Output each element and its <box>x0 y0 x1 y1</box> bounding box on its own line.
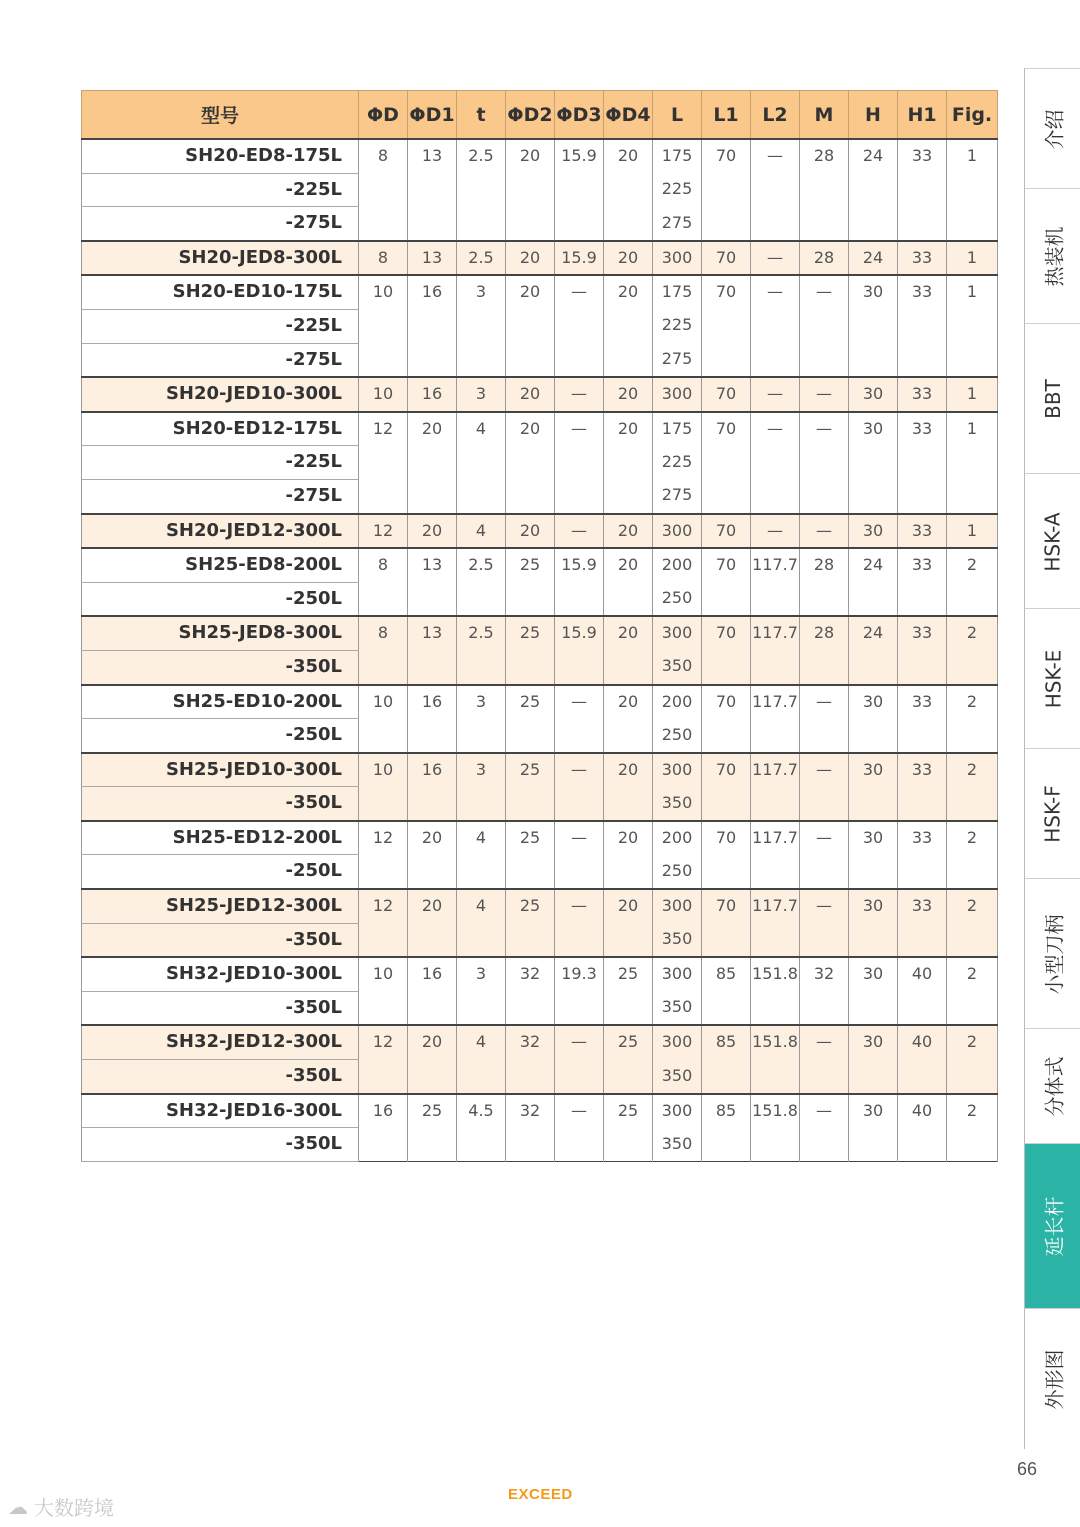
spec-cell: — <box>555 753 604 821</box>
spec-cell: 32 <box>506 957 555 1025</box>
length-cell: 300 <box>653 753 702 787</box>
model-cell: SH25-ED8-200L <box>82 548 359 582</box>
model-cell: SH20-JED10-300L <box>82 377 359 412</box>
table-row <box>82 957 998 991</box>
spec-cell: 25 <box>604 1025 653 1093</box>
column-header: ΦD <box>359 91 408 140</box>
spec-cell: 1 <box>947 412 998 514</box>
spec-cell: 4 <box>457 514 506 549</box>
length-cell: 225 <box>653 173 702 207</box>
spec-cell: 10 <box>359 957 408 1025</box>
spec-cell: 30 <box>849 1025 898 1093</box>
spec-cell: 2 <box>947 957 998 1025</box>
model-cell: SH25-JED12-300L <box>82 889 359 923</box>
watermark-text: 大数跨境 <box>34 1496 114 1520</box>
spec-cell: 70 <box>702 275 751 377</box>
table-row <box>82 241 998 276</box>
spec-cell: 70 <box>702 889 751 957</box>
spec-cell: — <box>751 514 800 549</box>
page-number: 66 <box>1017 1459 1038 1479</box>
spec-cell: 2 <box>947 821 998 889</box>
model-cell: SH20-JED8-300L <box>82 241 359 276</box>
length-cell: 200 <box>653 548 702 582</box>
column-header: ΦD4 <box>604 91 653 140</box>
spec-cell: — <box>800 685 849 753</box>
spec-cell: 20 <box>604 514 653 549</box>
column-header: 型号 <box>82 91 359 140</box>
spec-cell: 2 <box>947 753 998 821</box>
side-tab[interactable] <box>1024 323 1080 474</box>
model-cell: SH32-JED10-300L <box>82 957 359 991</box>
model-cell: SH20-JED12-300L <box>82 514 359 549</box>
spec-cell: 20 <box>408 412 457 514</box>
side-tab[interactable] <box>1024 1028 1080 1144</box>
spec-cell: 16 <box>408 957 457 1025</box>
spec-cell: 2 <box>947 685 998 753</box>
spec-cell: 24 <box>849 241 898 276</box>
length-cell: 175 <box>653 139 702 173</box>
spec-cell: 2.5 <box>457 616 506 684</box>
length-cell: 300 <box>653 616 702 650</box>
spec-cell: 85 <box>702 957 751 1025</box>
spec-cell: 20 <box>604 753 653 821</box>
spec-cell: 4 <box>457 821 506 889</box>
model-cell: -275L <box>82 479 359 513</box>
model-cell: -350L <box>82 1128 359 1162</box>
watermark-logo-icon: ☁ <box>8 1494 28 1519</box>
model-cell: -225L <box>82 173 359 207</box>
side-tab-bar <box>1024 68 1080 1448</box>
side-tab-label: 介绍 <box>1042 109 1067 149</box>
side-tab[interactable] <box>1024 473 1080 609</box>
length-cell: 250 <box>653 855 702 889</box>
spec-cell: 16 <box>408 275 457 377</box>
length-cell: 350 <box>653 923 702 957</box>
spec-cell: 1 <box>947 377 998 412</box>
spec-cell: 15.9 <box>555 548 604 616</box>
spec-cell: — <box>555 1094 604 1162</box>
spec-cell: 70 <box>702 241 751 276</box>
spec-cell: 2.5 <box>457 241 506 276</box>
length-cell: 200 <box>653 685 702 719</box>
side-tab-label: 小型刀柄 <box>1042 914 1067 994</box>
spec-cell: 30 <box>849 889 898 957</box>
spec-cell: 20 <box>408 1025 457 1093</box>
length-cell: 225 <box>653 309 702 343</box>
side-tab-label: HSK-E <box>1041 649 1066 709</box>
model-cell: SH32-JED16-300L <box>82 1094 359 1128</box>
spec-cell: 33 <box>898 548 947 616</box>
table-row <box>82 377 998 412</box>
spec-cell: 15.9 <box>555 139 604 241</box>
model-cell: -225L <box>82 309 359 343</box>
spec-cell: 2.5 <box>457 548 506 616</box>
spec-cell: — <box>800 412 849 514</box>
spec-cell: 117.7 <box>751 616 800 684</box>
side-tab-label: 分体式 <box>1042 1056 1067 1117</box>
spec-cell: 15.9 <box>555 241 604 276</box>
spec-cell: — <box>555 377 604 412</box>
spec-cell: 25 <box>604 957 653 1025</box>
spec-cell: 12 <box>359 821 408 889</box>
table-row <box>82 139 998 173</box>
spec-cell: 151.8 <box>751 1025 800 1093</box>
model-cell: -275L <box>82 343 359 377</box>
spec-cell: 25 <box>506 616 555 684</box>
spec-cell: 10 <box>359 685 408 753</box>
side-tab[interactable] <box>1024 188 1080 324</box>
spec-cell: 25 <box>604 1094 653 1162</box>
spec-cell: 10 <box>359 377 408 412</box>
table-row <box>82 412 998 446</box>
spec-cell: 8 <box>359 616 408 684</box>
spec-cell: 20 <box>506 275 555 377</box>
spec-cell: 16 <box>408 753 457 821</box>
spec-cell: 12 <box>359 889 408 957</box>
spec-cell: 85 <box>702 1094 751 1162</box>
spec-cell: — <box>555 275 604 377</box>
spec-cell: 30 <box>849 753 898 821</box>
spec-cell: 20 <box>604 275 653 377</box>
length-cell: 300 <box>653 377 702 412</box>
model-cell: SH25-JED10-300L <box>82 753 359 787</box>
spec-cell: 4.5 <box>457 1094 506 1162</box>
spec-cell: 33 <box>898 377 947 412</box>
spec-cell: 30 <box>849 412 898 514</box>
spec-cell: 12 <box>359 1025 408 1093</box>
model-cell: -350L <box>82 923 359 957</box>
spec-cell: 117.7 <box>751 548 800 616</box>
spec-cell: — <box>555 412 604 514</box>
spec-cell: 33 <box>898 753 947 821</box>
model-cell: -250L <box>82 719 359 753</box>
spec-cell: 13 <box>408 241 457 276</box>
spec-cell: — <box>800 377 849 412</box>
spec-cell: 19.3 <box>555 957 604 1025</box>
spec-cell: 10 <box>359 275 408 377</box>
spec-cell: 70 <box>702 514 751 549</box>
column-header: H <box>849 91 898 140</box>
spec-cell: 4 <box>457 889 506 957</box>
side-tab[interactable] <box>1024 748 1080 879</box>
model-cell: SH20-ED10-175L <box>82 275 359 309</box>
side-tab-label: 热装机 <box>1042 226 1067 287</box>
table-row <box>82 275 998 309</box>
model-cell: -350L <box>82 1060 359 1094</box>
spec-cell: — <box>751 241 800 276</box>
length-cell: 350 <box>653 787 702 821</box>
model-cell: -350L <box>82 991 359 1025</box>
model-cell: SH20-ED8-175L <box>82 139 359 173</box>
spec-cell: 30 <box>849 377 898 412</box>
table-row <box>82 548 998 582</box>
model-cell: -275L <box>82 207 359 241</box>
spec-cell: 20 <box>506 377 555 412</box>
length-cell: 300 <box>653 889 702 923</box>
spec-cell: 25 <box>506 889 555 957</box>
spec-cell: 25 <box>408 1094 457 1162</box>
spec-cell: 1 <box>947 139 998 241</box>
length-cell: 350 <box>653 650 702 684</box>
watermark <box>8 1492 114 1521</box>
spec-cell: 16 <box>408 685 457 753</box>
spec-cell: 33 <box>898 275 947 377</box>
spec-cell: 30 <box>849 514 898 549</box>
model-cell: SH32-JED12-300L <box>82 1025 359 1059</box>
spec-cell: 25 <box>506 753 555 821</box>
spec-table <box>81 90 998 1162</box>
length-cell: 200 <box>653 821 702 855</box>
spec-cell: 70 <box>702 753 751 821</box>
spec-cell: 20 <box>604 139 653 241</box>
spec-cell: 33 <box>898 685 947 753</box>
length-cell: 275 <box>653 207 702 241</box>
spec-cell: 117.7 <box>751 889 800 957</box>
spec-cell: 33 <box>898 241 947 276</box>
spec-cell: — <box>800 1025 849 1093</box>
spec-cell: 13 <box>408 548 457 616</box>
length-cell: 175 <box>653 412 702 446</box>
spec-cell: 28 <box>800 241 849 276</box>
spec-cell: 30 <box>849 1094 898 1162</box>
spec-cell: 1 <box>947 514 998 549</box>
length-cell: 300 <box>653 514 702 549</box>
spec-cell: 16 <box>359 1094 408 1162</box>
spec-cell: — <box>555 821 604 889</box>
spec-cell: 20 <box>506 514 555 549</box>
spec-cell: — <box>751 275 800 377</box>
spec-cell: 4 <box>457 1025 506 1093</box>
spec-cell: — <box>555 514 604 549</box>
spec-cell: 2 <box>947 1025 998 1093</box>
spec-cell: 70 <box>702 412 751 514</box>
length-cell: 225 <box>653 446 702 480</box>
spec-cell: 2 <box>947 889 998 957</box>
spec-cell: 20 <box>604 548 653 616</box>
spec-cell: 16 <box>408 377 457 412</box>
column-header: H1 <box>898 91 947 140</box>
spec-cell: 20 <box>604 685 653 753</box>
spec-cell: 40 <box>898 1094 947 1162</box>
column-header: L <box>653 91 702 140</box>
spec-cell: — <box>555 889 604 957</box>
spec-cell: 20 <box>408 514 457 549</box>
column-header: ΦD1 <box>408 91 457 140</box>
spec-table-container <box>81 90 997 1162</box>
spec-cell: — <box>800 889 849 957</box>
spec-cell: 8 <box>359 241 408 276</box>
spec-cell: 8 <box>359 548 408 616</box>
spec-cell: 25 <box>506 548 555 616</box>
spec-cell: 20 <box>604 377 653 412</box>
spec-cell: — <box>800 753 849 821</box>
spec-cell: 151.8 <box>751 1094 800 1162</box>
model-cell: SH25-JED8-300L <box>82 616 359 650</box>
table-row <box>82 514 998 549</box>
table-body <box>82 139 998 1161</box>
spec-cell: 30 <box>849 685 898 753</box>
length-cell: 175 <box>653 275 702 309</box>
spec-cell: 3 <box>457 957 506 1025</box>
side-tab[interactable] <box>1024 1308 1080 1449</box>
table-header-row <box>82 91 998 140</box>
spec-cell: 33 <box>898 616 947 684</box>
length-cell: 300 <box>653 241 702 276</box>
spec-cell: 70 <box>702 821 751 889</box>
spec-cell: 2.5 <box>457 139 506 241</box>
spec-cell: 70 <box>702 685 751 753</box>
spec-cell: 33 <box>898 821 947 889</box>
spec-cell: 8 <box>359 139 408 241</box>
spec-cell: 70 <box>702 616 751 684</box>
table-row <box>82 821 998 855</box>
side-tab[interactable] <box>1024 608 1080 749</box>
spec-cell: 40 <box>898 1025 947 1093</box>
spec-cell: 3 <box>457 753 506 821</box>
spec-cell: 30 <box>849 821 898 889</box>
table-row <box>82 753 998 787</box>
spec-cell: 13 <box>408 616 457 684</box>
spec-cell: — <box>751 139 800 241</box>
spec-cell: — <box>555 1025 604 1093</box>
side-tab[interactable] <box>1024 878 1080 1029</box>
column-header: ΦD3 <box>555 91 604 140</box>
spec-cell: 28 <box>800 139 849 241</box>
spec-cell: 4 <box>457 412 506 514</box>
spec-cell: 1 <box>947 275 998 377</box>
length-cell: 350 <box>653 1060 702 1094</box>
spec-cell: 2 <box>947 548 998 616</box>
spec-cell: 20 <box>506 241 555 276</box>
spec-cell: 33 <box>898 889 947 957</box>
spec-cell: 3 <box>457 275 506 377</box>
spec-cell: 33 <box>898 139 947 241</box>
spec-cell: 117.7 <box>751 685 800 753</box>
model-cell: -225L <box>82 446 359 480</box>
model-cell: -350L <box>82 787 359 821</box>
spec-cell: 40 <box>898 957 947 1025</box>
spec-cell: — <box>800 821 849 889</box>
spec-cell: 117.7 <box>751 753 800 821</box>
length-cell: 250 <box>653 719 702 753</box>
length-cell: 300 <box>653 957 702 991</box>
spec-cell: — <box>800 1094 849 1162</box>
length-cell: 250 <box>653 582 702 616</box>
column-header: Fig. <box>947 91 998 140</box>
spec-cell: 85 <box>702 1025 751 1093</box>
spec-cell: — <box>751 412 800 514</box>
table-row <box>82 1094 998 1128</box>
side-tab[interactable] <box>1024 68 1080 189</box>
column-header: M <box>800 91 849 140</box>
table-row <box>82 685 998 719</box>
spec-cell: 33 <box>898 412 947 514</box>
spec-cell: 10 <box>359 753 408 821</box>
spec-cell: 70 <box>702 139 751 241</box>
column-header: t <box>457 91 506 140</box>
model-cell: -350L <box>82 650 359 684</box>
spec-cell: 24 <box>849 616 898 684</box>
table-row <box>82 1025 998 1059</box>
side-tab-label: 外形图 <box>1042 1349 1067 1409</box>
spec-cell: 151.8 <box>751 957 800 1025</box>
spec-cell: 117.7 <box>751 821 800 889</box>
spec-cell: 20 <box>506 139 555 241</box>
spec-cell: 24 <box>849 548 898 616</box>
length-cell: 275 <box>653 479 702 513</box>
spec-cell: 2 <box>947 1094 998 1162</box>
spec-cell: 20 <box>604 241 653 276</box>
spec-cell: 20 <box>506 412 555 514</box>
spec-cell: 20 <box>604 889 653 957</box>
model-cell: SH25-ED10-200L <box>82 685 359 719</box>
length-cell: 350 <box>653 1128 702 1162</box>
spec-cell: 20 <box>408 889 457 957</box>
spec-cell: 12 <box>359 412 408 514</box>
spec-cell: 70 <box>702 548 751 616</box>
spec-cell: 1 <box>947 241 998 276</box>
length-cell: 300 <box>653 1025 702 1059</box>
spec-cell: 20 <box>408 821 457 889</box>
length-cell: 275 <box>653 343 702 377</box>
spec-cell: 70 <box>702 377 751 412</box>
spec-cell: 32 <box>506 1025 555 1093</box>
spec-cell: 32 <box>800 957 849 1025</box>
spec-cell: 25 <box>506 821 555 889</box>
spec-cell: — <box>800 275 849 377</box>
spec-cell: 28 <box>800 548 849 616</box>
spec-cell: 25 <box>506 685 555 753</box>
model-cell: -250L <box>82 582 359 616</box>
exceed-logo: EXCEED <box>508 1486 573 1503</box>
spec-cell: 2 <box>947 616 998 684</box>
model-cell: SH25-ED12-200L <box>82 821 359 855</box>
spec-cell: 13 <box>408 139 457 241</box>
column-header: ΦD2 <box>506 91 555 140</box>
side-tab-label: BBT <box>1040 379 1065 419</box>
spec-cell: 32 <box>506 1094 555 1162</box>
spec-cell: — <box>800 514 849 549</box>
spec-cell: 20 <box>604 616 653 684</box>
spec-cell: 30 <box>849 275 898 377</box>
spec-cell: 12 <box>359 514 408 549</box>
side-tab-label: 延长杆 <box>1042 1196 1067 1257</box>
spec-cell: 20 <box>604 412 653 514</box>
spec-cell: 3 <box>457 685 506 753</box>
spec-cell: 3 <box>457 377 506 412</box>
spec-cell: 20 <box>604 821 653 889</box>
column-header: L1 <box>702 91 751 140</box>
column-header: L2 <box>751 91 800 140</box>
spec-cell: 24 <box>849 139 898 241</box>
spec-cell: — <box>751 377 800 412</box>
length-cell: 350 <box>653 991 702 1025</box>
spec-cell: 28 <box>800 616 849 684</box>
spec-cell: 15.9 <box>555 616 604 684</box>
side-tab-label: HSK-F <box>1041 785 1066 843</box>
model-cell: -250L <box>82 855 359 889</box>
table-row <box>82 616 998 650</box>
spec-cell: 30 <box>849 957 898 1025</box>
table-row <box>82 889 998 923</box>
side-tab[interactable] <box>1024 1143 1080 1309</box>
side-tab-label: HSK-A <box>1041 511 1065 572</box>
model-cell: SH20-ED12-175L <box>82 412 359 446</box>
length-cell: 300 <box>653 1094 702 1128</box>
spec-cell: 33 <box>898 514 947 549</box>
spec-cell: — <box>555 685 604 753</box>
